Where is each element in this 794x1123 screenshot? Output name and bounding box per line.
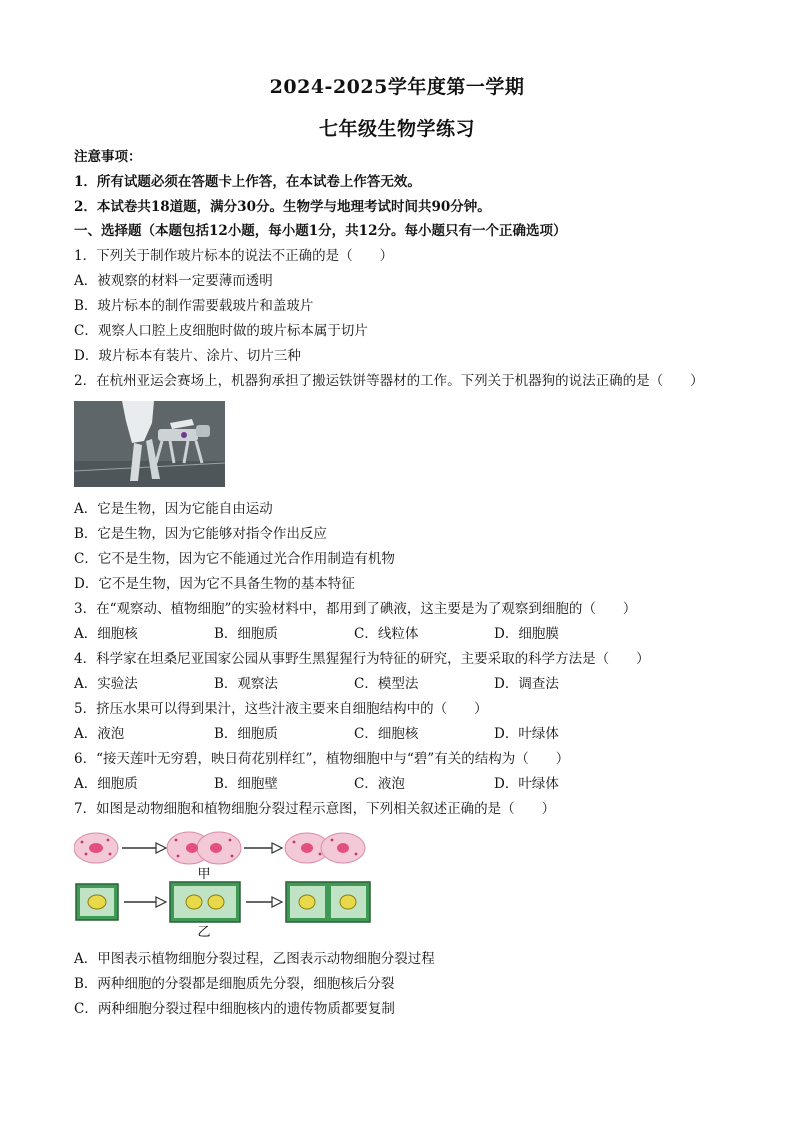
notice-heading: 注意事项： — [74, 149, 142, 165]
question-6-stem: 6．“接天莲叶无穷碧，映日荷花别样红”，植物细胞中与“碧”有关的结构为（ ） — [74, 751, 570, 767]
question-3-option-c: C．线粒体 — [354, 626, 419, 642]
question-5-options — [74, 724, 754, 744]
notice-item-2: 2．本试卷共18道题，满分30分。生物学与地理考试时间共90分钟。 — [74, 199, 491, 215]
question-7-option-c: C．两种细胞分裂过程中细胞核内的遗传物质都要复制 — [74, 1001, 395, 1017]
question-1-option-d: D．玻片标本有装片、涂片、切片三种 — [74, 348, 301, 364]
question-6-option-a: A．细胞质 — [74, 776, 138, 792]
question-5-option-d: D．叶绿体 — [494, 726, 559, 742]
question-7-stem: 7．如图是动物细胞和植物细胞分裂过程示意图，下列相关叙述正确的是（ ） — [74, 801, 556, 817]
question-4-option-c: C．模型法 — [354, 676, 419, 692]
figure-label-yi: 乙 — [197, 925, 211, 938]
question-3-option-d: D．细胞膜 — [494, 626, 559, 642]
notice-item-1: 1．所有试题必须在答题卡上作答，在本试卷上作答无效。 — [74, 174, 421, 190]
question-5-stem: 5．挤压水果可以得到果汁，这些汁液主要来自细胞结构中的（ ） — [74, 701, 488, 717]
cell-division-figure — [74, 830, 374, 938]
question-2-option-a: A．它是生物，因为它能自由运动 — [74, 501, 273, 517]
exam-title: 2024-2025学年度第一学期 — [269, 76, 525, 98]
animal-cell-row — [74, 832, 365, 864]
question-5-option-a: A．液泡 — [74, 726, 125, 742]
question-3-option-a: A．细胞核 — [74, 626, 138, 642]
question-4-options — [74, 674, 754, 694]
question-2-stem: 2．在杭州亚运会赛场上，机器狗承担了搬运铁饼等器材的工作。下列关于机器狗的说法正确的是（ ） — [74, 373, 704, 389]
question-5-option-b: B．细胞质 — [214, 726, 278, 742]
question-4-option-d: D．调查法 — [494, 676, 559, 692]
question-5-option-c: C．细胞核 — [354, 726, 419, 742]
plant-cell-row — [76, 882, 370, 922]
question-2-option-b: B．它是生物，因为它能够对指令作出反应 — [74, 526, 327, 542]
question-4-option-a: A．实验法 — [74, 676, 138, 692]
question-1-option-a: A．被观察的材料一定要薄而透明 — [74, 273, 273, 289]
question-3-stem: 3．在“观察动、植物细胞”的实验材料中，都用到了碘液，这主要是为了观察到细胞的（ ） — [74, 601, 637, 617]
question-6-option-b: B．细胞壁 — [214, 776, 278, 792]
question-3-options — [74, 624, 754, 644]
question-4-option-b: B．观察法 — [214, 676, 278, 692]
question-7-option-a: A．甲图表示植物细胞分裂过程，乙图表示动物细胞分裂过程 — [74, 951, 435, 967]
question-6-option-d: D．叶绿体 — [494, 776, 559, 792]
question-6-options — [74, 774, 754, 794]
robot-dog-photo — [74, 401, 225, 487]
question-2-option-c: C．它不是生物，因为它不能通过光合作用制造有机物 — [74, 551, 395, 567]
section-heading: 一、选择题（本题包括12小题，每小题1分，共12分。每小题只有一个正确选项） — [74, 223, 567, 239]
question-7-option-b: B．两种细胞的分裂都是细胞质先分裂，细胞核后分裂 — [74, 976, 395, 992]
question-6-option-c: C．液泡 — [354, 776, 405, 792]
question-4-stem: 4．科学家在坦桑尼亚国家公园从事野生黑猩猩行为特征的研究，主要采取的科学方法是（ ） — [74, 651, 650, 667]
question-1-option-c: C．观察人口腔上皮细胞时做的玻片标本属于切片 — [74, 323, 368, 339]
figure-label-jia: 甲 — [197, 867, 211, 882]
question-1-stem: 1．下列关于制作玻片标本的说法不正确的是（ ） — [74, 248, 394, 264]
question-1-option-b: B．玻片标本的制作需要载玻片和盖玻片 — [74, 298, 314, 314]
question-3-option-b: B．细胞质 — [214, 626, 278, 642]
exam-subtitle: 七年级生物学练习 — [318, 118, 475, 140]
question-2-option-d: D．它不是生物，因为它不具备生物的基本特征 — [74, 576, 355, 592]
